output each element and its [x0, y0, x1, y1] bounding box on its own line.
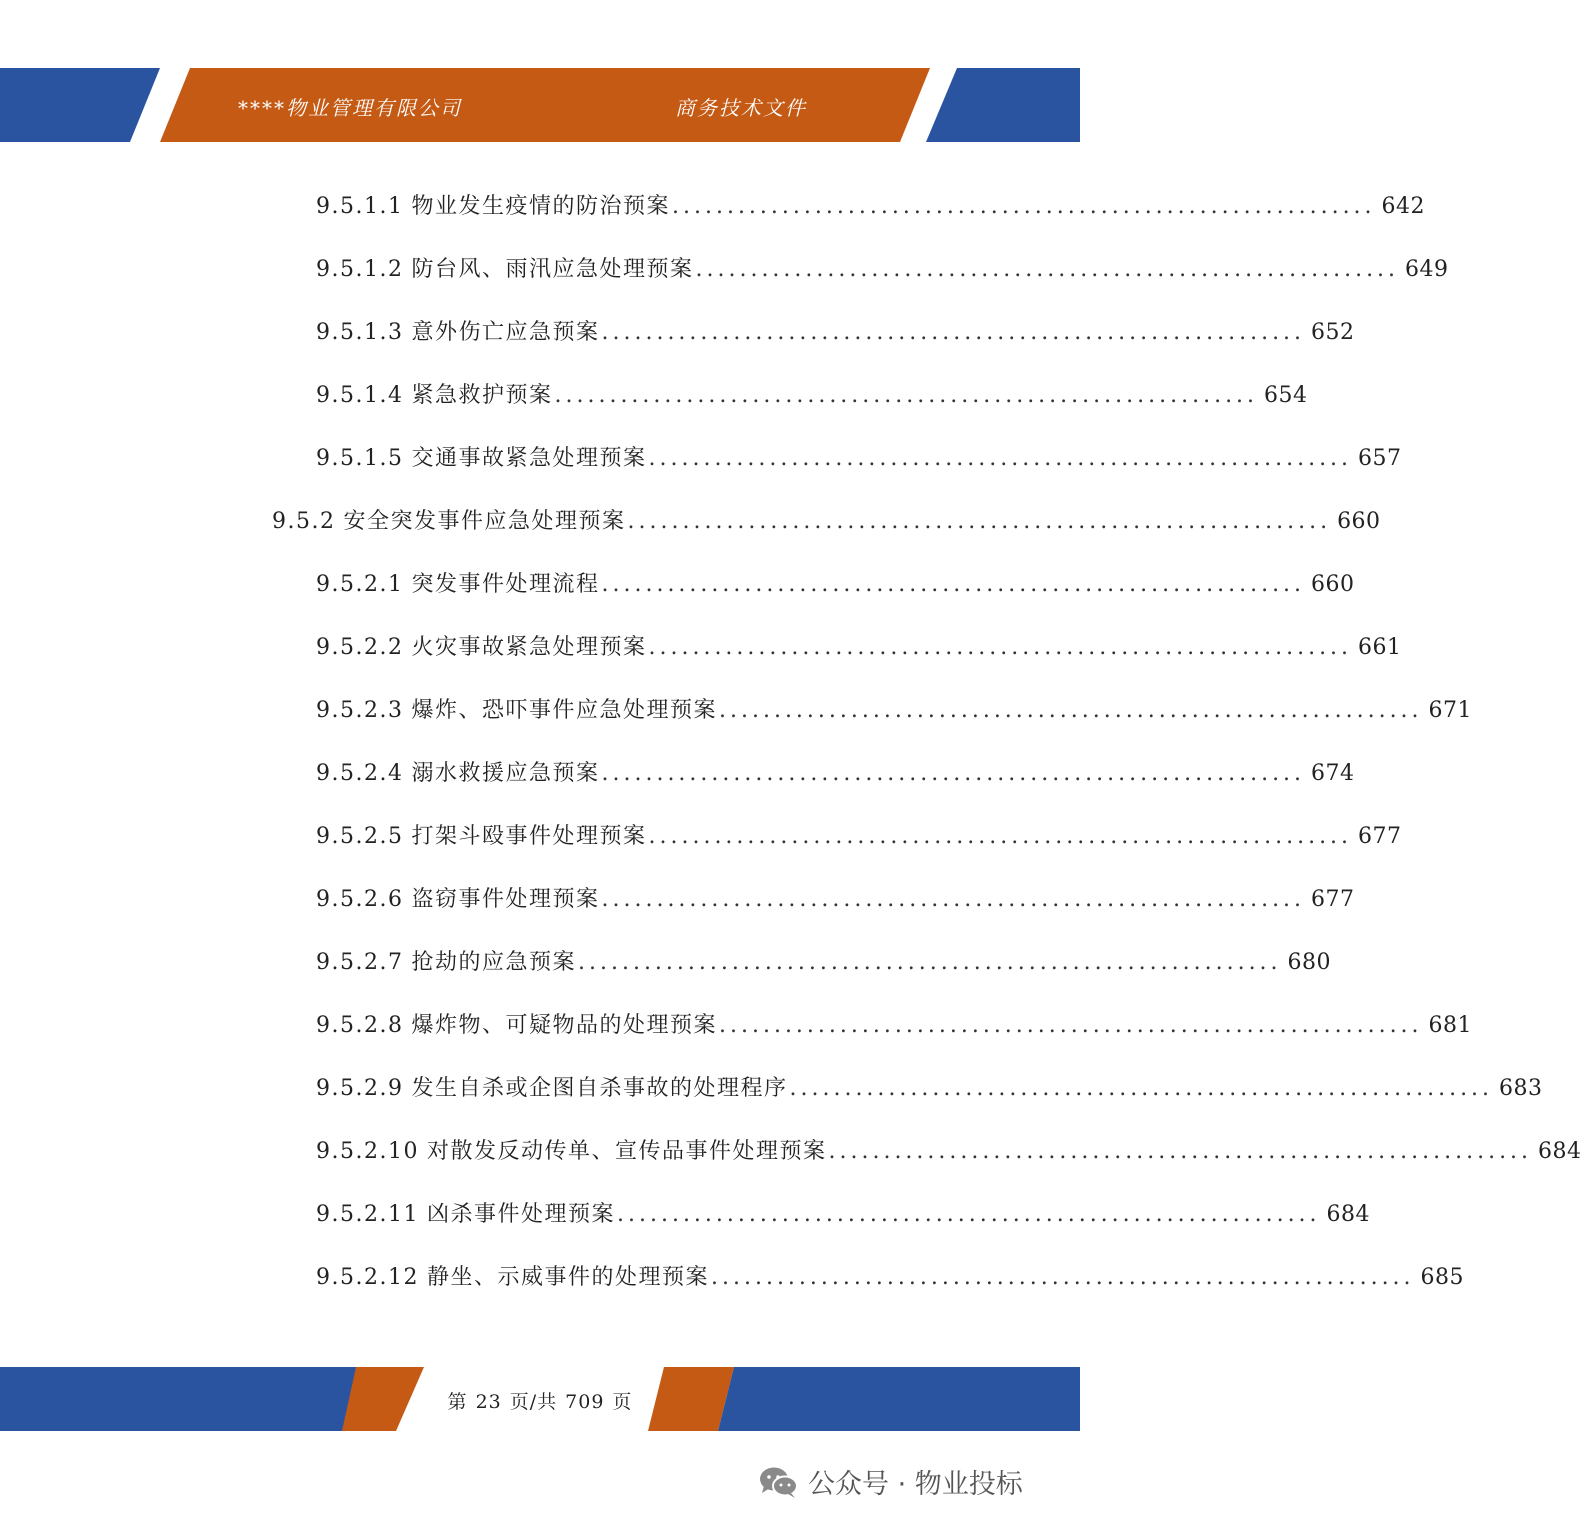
toc-entry-page: 685	[1420, 1265, 1465, 1290]
wechat-icon	[758, 1464, 800, 1500]
toc-entry-page: 671	[1428, 698, 1473, 723]
toc-entry-number: 9.5.2.2	[316, 635, 404, 660]
toc-entry-page: 681	[1428, 1013, 1473, 1038]
toc-entry[interactable]	[316, 947, 1332, 979]
toc-entry-title: 发生自杀或企图自杀事故的处理程序	[411, 1076, 788, 1101]
total-pages: 709	[565, 1391, 605, 1413]
toc-entry-title: 交通事故紧急处理预案	[411, 446, 647, 471]
toc-leader-dots: ................................................................	[601, 887, 1306, 912]
header-band-right-blue	[926, 68, 1080, 142]
toc-leader-dots: ................................................................	[577, 950, 1282, 975]
toc-entry-title: 物业发生疫情的防治预案	[411, 194, 670, 219]
toc-entry-title: 溺水救援应急预案	[411, 761, 600, 786]
toc-entry-title: 紧急救护预案	[411, 383, 553, 408]
toc-entry[interactable]	[316, 1073, 1543, 1105]
toc-entry-page: 677	[1311, 887, 1355, 912]
toc-entry[interactable]	[316, 758, 1355, 790]
toc-entry-title: 防台风、雨汛应急处理预案	[411, 257, 694, 282]
toc-entry[interactable]	[316, 1262, 1465, 1294]
toc-entry[interactable]	[316, 884, 1355, 916]
toc-entry-number: 9.5.2.6	[316, 887, 404, 912]
toc-entry-page: 654	[1264, 383, 1308, 408]
toc-leader-dots: ................................................................	[627, 509, 1332, 534]
toc-entry-page: 660	[1337, 509, 1381, 534]
toc-entry-title: 爆炸物、可疑物品的处理预案	[411, 1013, 717, 1038]
toc-entry-page: 652	[1311, 320, 1355, 345]
header-band	[0, 68, 1080, 142]
toc-entry-page: 677	[1358, 824, 1402, 849]
document-type: 商务技术文件	[675, 96, 807, 120]
page-mid: 页/共	[509, 1391, 558, 1413]
toc-entry-number: 9.5.2.1	[316, 572, 404, 597]
toc-entry-title: 静坐、示威事件的处理预案	[426, 1265, 709, 1290]
toc-entry-page: 684	[1326, 1202, 1371, 1227]
toc-entry[interactable]	[316, 254, 1449, 286]
toc-entry[interactable]	[316, 1199, 1371, 1231]
watermark-text: 公众号 · 物业投标	[808, 1469, 1023, 1500]
header-band-left-blue	[0, 68, 160, 142]
toc-entry-title: 突发事件处理流程	[411, 572, 600, 597]
toc-entry-title: 凶杀事件处理预案	[426, 1202, 615, 1227]
toc-leader-dots: ................................................................	[828, 1139, 1533, 1164]
watermark	[758, 1462, 1023, 1501]
toc-entry-page: 657	[1358, 446, 1402, 471]
toc-entry-number: 9.5.1.1	[316, 194, 404, 219]
toc-entry-title: 意外伤亡应急预案	[411, 320, 600, 345]
toc-entry-title: 抢劫的应急预案	[411, 950, 576, 975]
current-page: 23	[475, 1391, 502, 1413]
toc-entry[interactable]	[316, 317, 1355, 349]
toc-entry[interactable]	[316, 1010, 1473, 1042]
toc-entry-number: 9.5.2.3	[316, 698, 404, 723]
toc-entry-number: 9.5.2.9	[316, 1076, 404, 1101]
toc-entry-number: 9.5.2.12	[316, 1265, 419, 1290]
toc-entry-number: 9.5.1.3	[316, 320, 404, 345]
toc-entry-title: 打架斗殴事件处理预案	[411, 824, 647, 849]
toc-entry-title: 对散发反动传单、宣传品事件处理预案	[426, 1139, 827, 1164]
toc-leader-dots: ................................................................	[601, 320, 1306, 345]
toc-entry-page: 680	[1287, 950, 1332, 975]
toc-entry-page: 661	[1358, 635, 1402, 660]
toc-entry-page: 683	[1499, 1076, 1543, 1101]
toc-leader-dots: ................................................................	[601, 761, 1306, 786]
toc-entry-number: 9.5.2.5	[316, 824, 404, 849]
toc-entry-page: 684	[1538, 1139, 1582, 1164]
toc-leader-dots: ................................................................	[710, 1265, 1415, 1290]
toc-entry-title: 爆炸、恐吓事件应急处理预案	[411, 698, 717, 723]
toc-entry[interactable]	[316, 380, 1308, 412]
toc-entry-number: 9.5.1.2	[316, 257, 404, 282]
toc-entry[interactable]	[316, 443, 1402, 475]
toc-leader-dots: ................................................................	[648, 635, 1353, 660]
toc-entry-title: 火灾事故紧急处理预案	[411, 635, 647, 660]
toc-entry-number: 9.5.2.10	[316, 1139, 419, 1164]
toc-leader-dots: ................................................................	[671, 194, 1376, 219]
toc-leader-dots: ................................................................	[718, 698, 1423, 723]
toc-entry-number: 9.5.2.4	[316, 761, 404, 786]
toc-entry[interactable]	[316, 821, 1402, 853]
toc-entry[interactable]	[316, 569, 1355, 601]
company-name: ****物业管理有限公司	[238, 96, 462, 120]
toc-leader-dots: ................................................................	[648, 446, 1353, 471]
toc-entry-number: 9.5.2.7	[316, 950, 404, 975]
toc-entry-title: 盗窃事件处理预案	[411, 887, 600, 912]
toc-entry[interactable]	[316, 632, 1402, 664]
toc-entry-number: 9.5.2	[272, 509, 336, 534]
toc-entry-number: 9.5.1.5	[316, 446, 404, 471]
page-indicator	[0, 1387, 1080, 1414]
page-suffix: 页	[612, 1391, 633, 1413]
toc-entry[interactable]	[272, 506, 1381, 538]
page-prefix: 第	[447, 1391, 468, 1413]
toc-entry-page: 660	[1311, 572, 1355, 597]
toc-leader-dots: ................................................................	[616, 1202, 1321, 1227]
toc-entry-number: 9.5.2.11	[316, 1202, 419, 1227]
toc-entry-number: 9.5.2.8	[316, 1013, 404, 1038]
toc-entry[interactable]	[316, 191, 1426, 223]
toc-entry-number: 9.5.1.4	[316, 383, 404, 408]
toc-leader-dots: ................................................................	[601, 572, 1306, 597]
toc-leader-dots: ................................................................	[718, 1013, 1423, 1038]
toc-leader-dots: ................................................................	[554, 383, 1259, 408]
toc-leader-dots: ................................................................	[695, 257, 1400, 282]
toc-entry-title: 安全突发事件应急处理预案	[343, 509, 626, 534]
toc-entry-page: 674	[1311, 761, 1355, 786]
toc-leader-dots: ................................................................	[789, 1076, 1494, 1101]
toc-entry[interactable]	[316, 695, 1473, 727]
toc-entry-page: 649	[1405, 257, 1449, 282]
toc-entry-page: 642	[1381, 194, 1426, 219]
toc-entry[interactable]	[316, 1136, 1582, 1168]
toc-leader-dots: ................................................................	[648, 824, 1353, 849]
